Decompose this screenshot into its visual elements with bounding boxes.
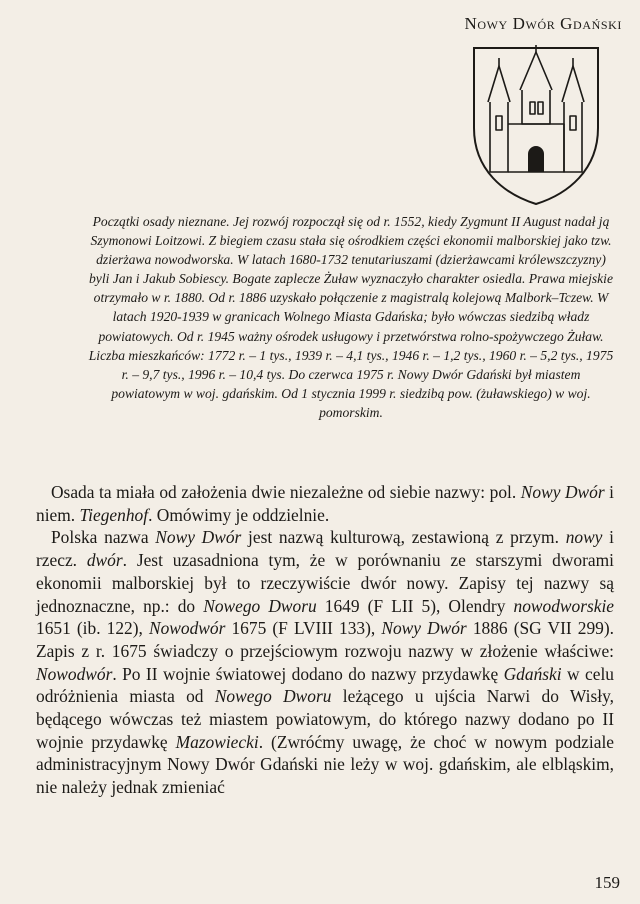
paragraph-2	[36, 526, 614, 798]
italic-term: Gdański	[503, 663, 562, 684]
italic-term: Nowy Dwór	[381, 618, 467, 639]
text-span: leżącego u ujścia Narwi do Wisły, będącego wówczas też miastem powiatowym, do którego nazwy dodano po II wojnie przydawkę	[36, 686, 614, 752]
coat-of-arms-castle-icon	[468, 44, 604, 208]
text-span: 1675 (F LVIII 133),	[225, 618, 382, 639]
italic-term: Tiegenhof	[79, 504, 149, 525]
text-span: . (Zwróćmy uwagę, że choć w nowym podziale administracyjnym Nowy Dwór Gdański nie leży w woj. gdańskim, ale elbląskim, nie należy jednak zmieniać	[36, 731, 614, 798]
italic-term: dwór	[86, 550, 123, 571]
town-summary	[88, 212, 614, 422]
text-span: . Omówimy je oddzielnie.	[148, 504, 330, 525]
text-span: i niem.	[36, 482, 615, 525]
text-span: 1649 (F LII 5), Olendry	[316, 595, 514, 616]
text-span: i rzecz.	[36, 527, 614, 571]
text-span: jest nazwą kulturową, zestawioną z przym.	[241, 527, 566, 548]
town-summary-text: Początki osady nieznane. Jej rozwój rozpoczął się od r. 1552, kiedy Zygmunt II August nadał ją Szymonowi Loitzowi. Z biegiem czasu stała się ośrodkiem części ekonomii malborskiej jako tzw. dzierżawa nowodworska. W latach 1680-1732 tenutariuszami (dzierżawcami królewszczyzny) byli Jan i Jakub Sobiescy. Bogate zaplecze Żuław wyznaczyło charakter osiedla. Prawa miejskie otrzymało w r. 1880. Od r. 1886 uzyskało połączenie z magistralą kolejową Malbork–Tczew. W latach 1920-1939 w granicach Wolnego Miasta Gdańska; było wówczas siedzibą władz powiatowych. Od r. 1945 ważny ośrodek usługowy i przetwórstwa rolno-spożywczego Żuław. Liczba mieszkańców: 1772 r. – 1 tys., 1939 r. – 4,1 tys., 1946 r. – 1,2 tys., 1960 r. – 5,2 tys., 1975 r. – 9,7 tys., 1996 r. – 10,4 tys. Do czerwca 1975 r. Nowy Dwór Gdański był miastem powiatowym w woj. gdańskim. Od 1 stycznia 1999 r. siedzibą pow. (żuławskiego) w woj. pomorskim.	[88, 214, 614, 420]
paragraph-1	[36, 481, 614, 526]
italic-term: Nowego Dworu	[214, 686, 332, 707]
text-span: w celu odróżnienia miasta od	[36, 663, 614, 707]
italic-term: nowy	[565, 527, 603, 548]
text-span: Polska nazwa	[51, 527, 156, 548]
page-number: 159	[594, 873, 620, 892]
italic-term: Mazowiecki	[175, 731, 259, 752]
italic-term: Nowy Dwór	[155, 527, 242, 548]
page-heading: Nowy Dwór Gdański	[464, 14, 622, 33]
text-span: . Jest uzasadniona tym, że w porównaniu ze starszymi dworami ekonomii malborskiej był to rzeczywiście dwór nowy. Zapisy tej nazwy są jednoznaczne, np.: do	[36, 550, 614, 616]
main-text	[36, 481, 614, 799]
italic-term: nowodworskie	[513, 595, 614, 616]
text-span: 1886 (SG VII 299). Zapis z r. 1675 świadczy o przejściowym rozwoju nazwy w złożenie właściwe:	[36, 618, 615, 661]
italic-term: Nowodwór	[149, 618, 226, 639]
text-span: . Po II wojnie światowej dodano do nazwy przydawkę	[112, 663, 504, 684]
italic-term: Nowego Dworu	[203, 595, 317, 616]
text-span: 1651 (ib. 122),	[36, 618, 150, 639]
text-span: Osada ta miała od założenia dwie niezależne od siebie nazwy: pol.	[51, 482, 521, 502]
italic-term: Nowy Dwór	[520, 482, 605, 502]
italic-term: Nowodwór	[36, 663, 113, 684]
